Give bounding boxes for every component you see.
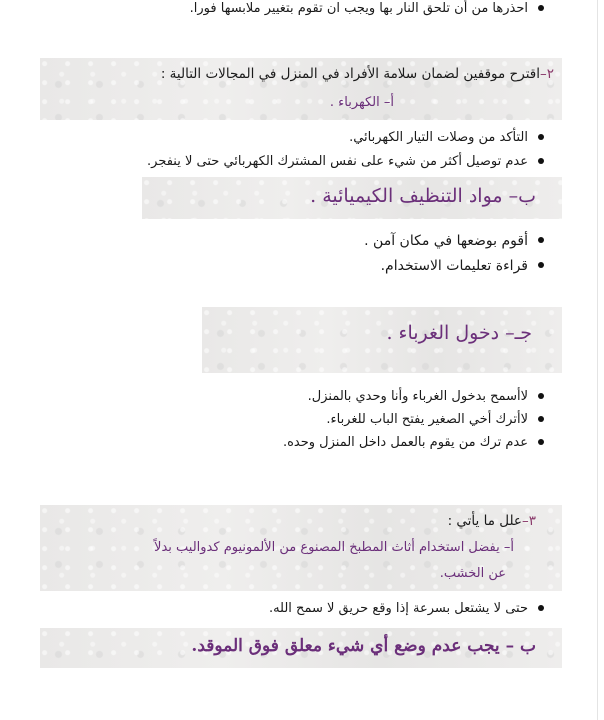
section-b-bullet-2-text: قراءة تعليمات الاستخدام. — [380, 258, 528, 274]
section-c-bullet-2-text: لاأترك أخي الصغير يفتح الباب للغرباء. — [326, 412, 528, 427]
bullet-dot-icon — [538, 605, 544, 611]
section-c-bullet-1 — [308, 388, 544, 406]
question-3-text: علل ما يأتي : — [447, 513, 522, 529]
question-2-number: ٢– — [539, 66, 554, 82]
bullet-dot-icon — [538, 439, 544, 445]
section-b-bullet-1-text: أقوم بوضعها في مكان آمن . — [364, 233, 528, 249]
section-b-bullet-2 — [381, 257, 544, 275]
question-3-bullet — [269, 600, 544, 618]
section-a-label: أ– الكهرباء . — [329, 95, 394, 110]
top-bullet-text: احذرها من أن تلحق النار بها ويجب ان تقوم بتغيير ملابسها فورا. — [189, 1, 528, 16]
question-3-number: ٣– — [521, 513, 536, 529]
section-a-bullet-1 — [349, 129, 544, 147]
bullet-dot-icon — [538, 5, 544, 11]
section-c-bullet-3 — [283, 434, 544, 452]
question-3-part-a-line-2: عن الخشب. — [439, 566, 506, 581]
question-3-heading — [448, 513, 536, 529]
bullet-dot-icon — [538, 416, 544, 422]
question-3-part-b: ب – يجب عدم وضع أي شيء معلق فوق الموقد. — [191, 636, 536, 656]
question-2-text: اقترح موقفين لضمان سلامة الأفراد في المنزل في المجالات التالية : — [160, 66, 540, 82]
bullet-dot-icon — [538, 237, 544, 243]
section-c-bullet-2 — [326, 411, 544, 429]
section-b-label: ب– مواد التنظيف الكيميائية . — [310, 185, 536, 207]
bullet-dot-icon — [538, 158, 544, 164]
question-3-bullet-text: حتى لا يشتعل بسرعة إذا وقع حريق لا سمح الله. — [268, 601, 528, 616]
section-a-bullet-2-text: عدم توصيل أكثر من شيء على نفس المشترك الكهربائي حتى لا ينفجر. — [147, 154, 528, 169]
bullet-dot-icon — [538, 262, 544, 268]
top-bullet — [190, 0, 544, 18]
section-c-bullet-1-text: لاأسمح بدخول الغرباء وأنا وحدي بالمنزل. — [307, 389, 528, 404]
question-2-heading — [161, 66, 554, 82]
bullet-dot-icon — [538, 134, 544, 140]
question-3-part-a-line-1: أ– يفضل استخدام أثاث المطبخ المصنوع من الألمونيوم كدواليب بدلاً — [154, 540, 514, 555]
page-edge-line — [597, 0, 598, 720]
section-a-bullet-1-text: التأكد من وصلات التيار الكهربائي. — [349, 130, 528, 145]
section-a-bullet-2 — [147, 153, 544, 171]
bullet-dot-icon — [538, 393, 544, 399]
section-c-bullet-3-text: عدم ترك من يقوم بالعمل داخل المنزل وحده. — [282, 435, 528, 450]
section-b-bullet-1 — [364, 232, 544, 250]
section-c-label: جـ– دخول الغرباء . — [386, 322, 532, 344]
